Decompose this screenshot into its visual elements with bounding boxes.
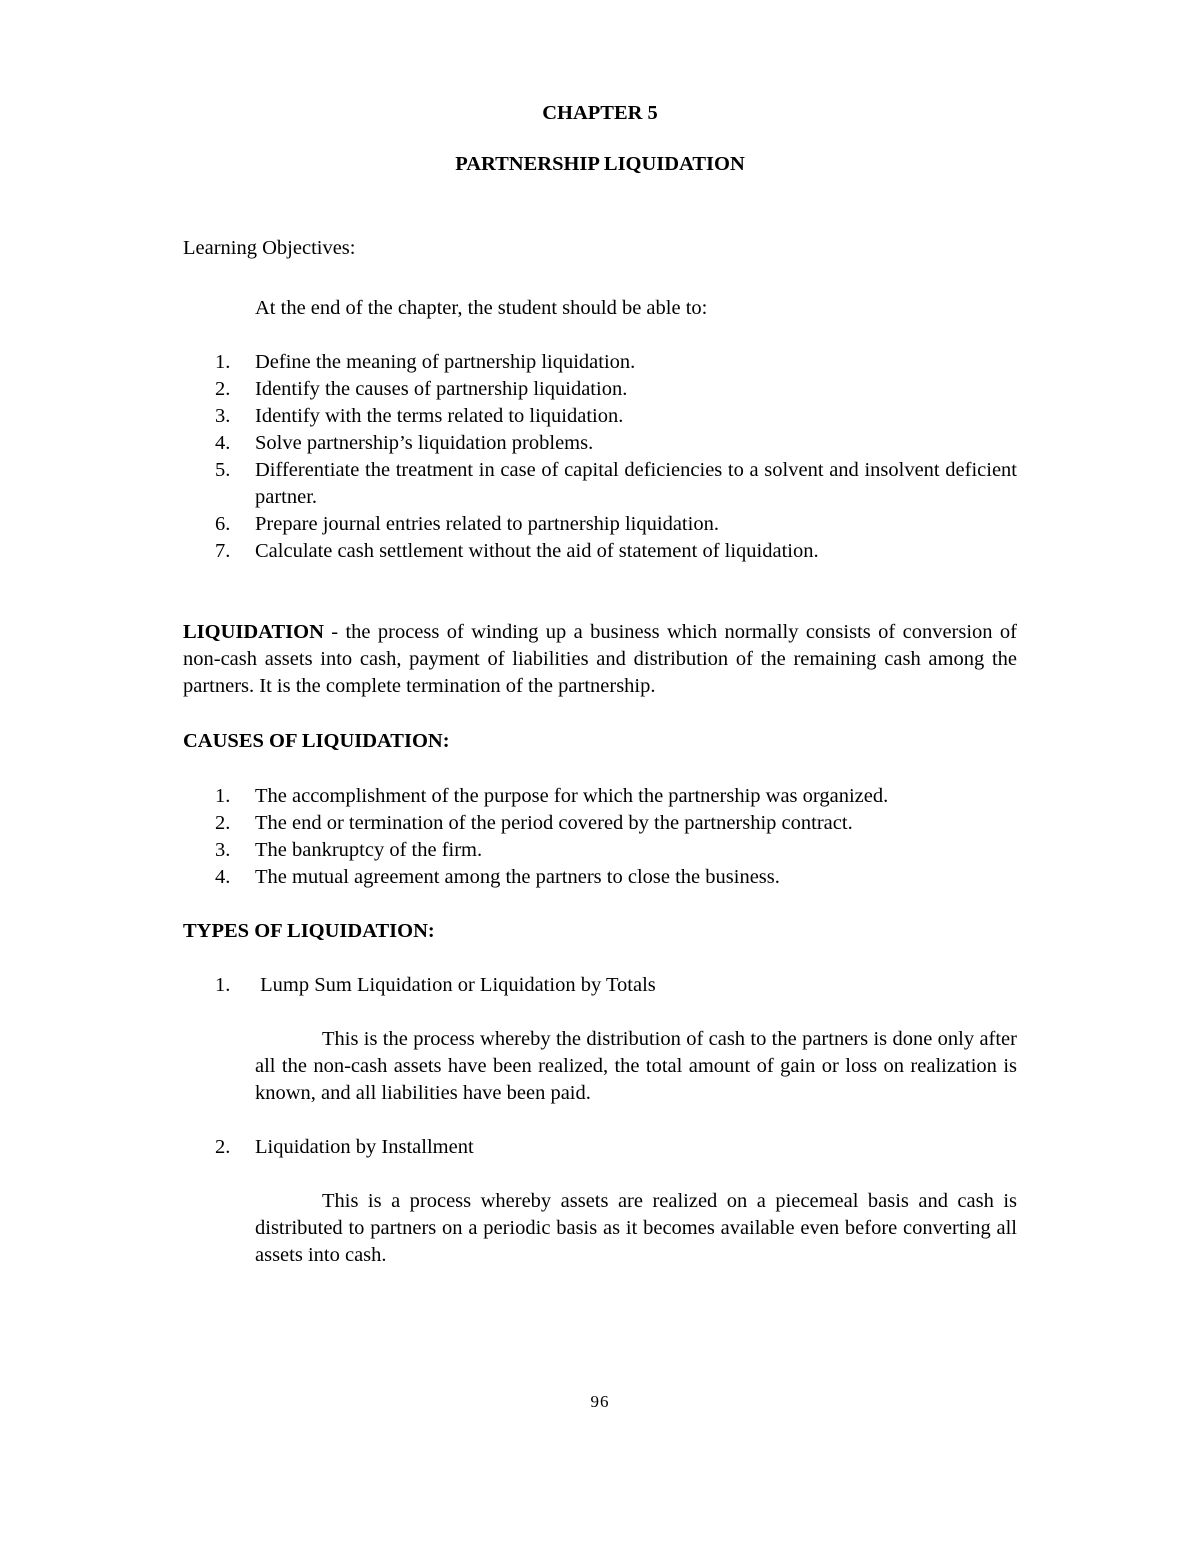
list-number: 1. bbox=[215, 785, 231, 807]
list-number: 3. bbox=[215, 839, 231, 861]
type-title-text: Lump Sum Liquidation or Liquidation by Totals bbox=[255, 974, 656, 996]
list-number: 7. bbox=[215, 540, 231, 562]
liquidation-definition bbox=[183, 619, 1017, 700]
list-number: 2. bbox=[215, 812, 231, 834]
definition-term: LIQUIDATION bbox=[183, 621, 324, 643]
learning-objectives-intro: At the end of the chapter, the student should be able to: bbox=[255, 297, 708, 319]
types-heading: TYPES OF LIQUIDATION: bbox=[183, 920, 435, 942]
list-number: 2. bbox=[215, 378, 231, 400]
list-item-text: The end or termination of the period covered by the partnership contract. bbox=[255, 812, 853, 834]
list-item-text: The mutual agreement among the partners to close the business. bbox=[255, 866, 780, 888]
chapter-label: CHAPTER 5 bbox=[542, 102, 658, 124]
list-number: 4. bbox=[215, 432, 231, 454]
list-item-text: Define the meaning of partnership liquidation. bbox=[255, 351, 636, 373]
list-number: 2. bbox=[215, 1136, 231, 1158]
type-title bbox=[215, 1134, 474, 1161]
type-description-text: This is a process whereby assets are realized on a piecemeal basis and cash is distributed to partners on a periodic basis as it becomes available even before converting all assets into cash. bbox=[255, 1190, 1017, 1266]
learning-objectives-heading: Learning Objectives: bbox=[183, 237, 356, 259]
list-item-text: Differentiate the treatment in case of capital deficiencies to a solvent and insolvent deficient partner. bbox=[255, 459, 1017, 508]
list-item bbox=[215, 837, 1017, 864]
chapter-title: PARTNERSHIP LIQUIDATION bbox=[455, 153, 745, 175]
list-item bbox=[215, 376, 1017, 403]
list-item-text: Identify with the terms related to liquidation. bbox=[255, 405, 624, 427]
list-number: 1. bbox=[215, 351, 231, 373]
learning-objectives-list bbox=[215, 349, 1017, 565]
list-item bbox=[215, 430, 1017, 457]
list-number: 6. bbox=[215, 513, 231, 535]
list-item-text: The bankruptcy of the firm. bbox=[255, 839, 483, 861]
list-item bbox=[215, 810, 1017, 837]
list-item-text: Calculate cash settlement without the aid of statement of liquidation. bbox=[255, 540, 819, 562]
list-number: 5. bbox=[215, 459, 231, 481]
type-description-text: This is the process whereby the distribution of cash to the partners is done only after all the non-cash assets have been realized, the total amount of gain or loss on realization is known, and all liabilities have been paid. bbox=[255, 1028, 1017, 1104]
list-number: 1. bbox=[215, 974, 231, 996]
definition-text: - the process of winding up a business which normally consists of conversion of non-cash assets into cash, payment of liabilities and distribution of the remaining cash among the partners. It is the complete termination of the partnership. bbox=[183, 621, 1017, 697]
list-item bbox=[215, 538, 1017, 565]
page-number: 96 bbox=[590, 1392, 610, 1411]
list-item bbox=[215, 864, 1017, 891]
list-item-text: Identify the causes of partnership liquidation. bbox=[255, 378, 628, 400]
list-item-text: Solve partnership’s liquidation problems. bbox=[255, 432, 594, 454]
causes-heading: CAUSES OF LIQUIDATION: bbox=[183, 730, 450, 752]
causes-list bbox=[215, 783, 1017, 891]
list-item bbox=[215, 511, 1017, 538]
type-title bbox=[215, 972, 656, 999]
list-item bbox=[215, 403, 1017, 430]
list-item bbox=[215, 783, 1017, 810]
list-number: 4. bbox=[215, 866, 231, 888]
list-number: 3. bbox=[215, 405, 231, 427]
list-item bbox=[215, 349, 1017, 376]
type-description bbox=[255, 1026, 1017, 1107]
type-title-text: Liquidation by Installment bbox=[255, 1136, 474, 1158]
type-description bbox=[255, 1188, 1017, 1269]
list-item bbox=[215, 457, 1017, 511]
list-item-text: The accomplishment of the purpose for which the partnership was organized. bbox=[255, 785, 889, 807]
list-item-text: Prepare journal entries related to partnership liquidation. bbox=[255, 513, 719, 535]
